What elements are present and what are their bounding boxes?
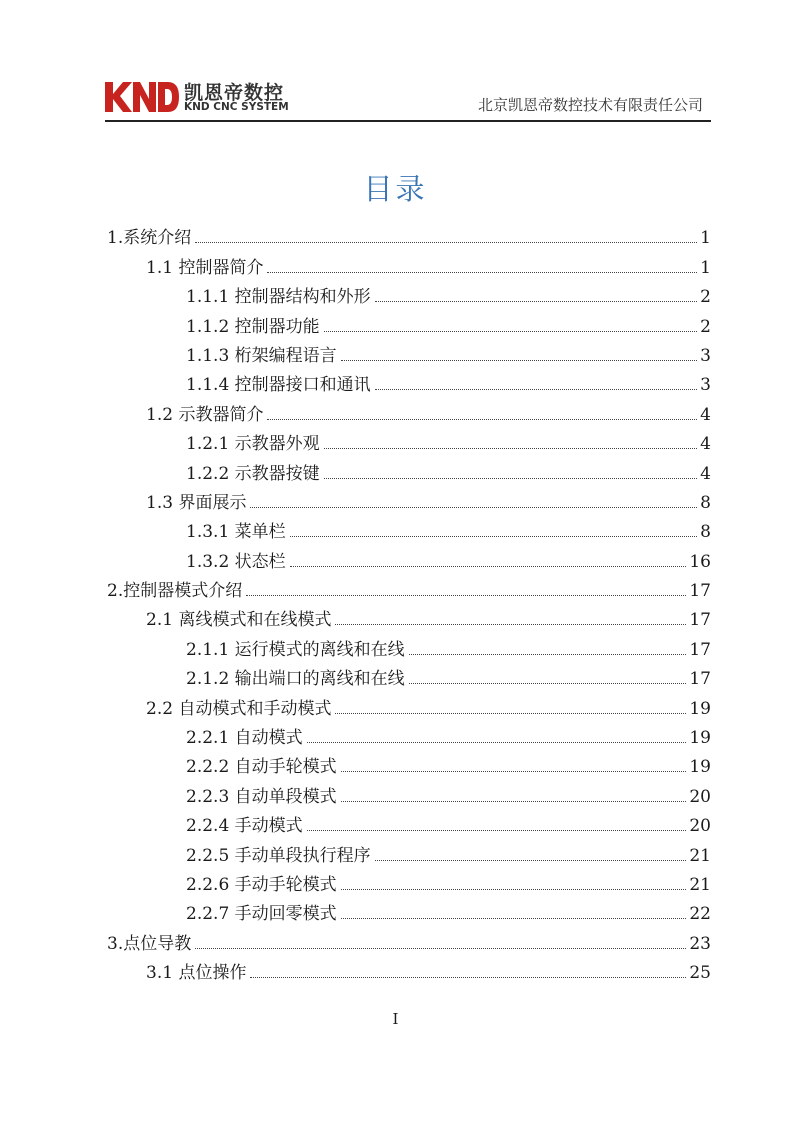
toc-entry[interactable] — [0, 689, 711, 718]
toc-entry-page: 17 — [689, 669, 711, 690]
toc-entry-label: 1.3.2 状态栏 — [186, 551, 286, 572]
page-header — [105, 76, 711, 122]
toc-dot-leader — [324, 477, 698, 479]
toc-dot-leader — [290, 535, 698, 537]
toc-entry-label: 1.系统介绍 — [107, 228, 192, 249]
toc-entry[interactable] — [0, 866, 711, 895]
toc-entry-label: 2.2.3 自动单段模式 — [186, 786, 337, 807]
toc-entry[interactable] — [0, 513, 711, 542]
toc-dot-leader — [324, 330, 698, 332]
toc-entry-page: 4 — [700, 404, 711, 425]
toc-dot-leader — [341, 888, 687, 890]
page-number: I — [392, 1010, 399, 1028]
toc-entry-page: 19 — [689, 698, 711, 719]
toc-entry-page: 8 — [700, 522, 711, 543]
toc-entry[interactable] — [0, 484, 711, 513]
toc-dot-leader — [341, 800, 687, 802]
toc-entry-label: 2.2.1 自动模式 — [186, 728, 303, 749]
toc-dot-leader — [250, 976, 686, 978]
toc-entry[interactable] — [0, 924, 711, 953]
toc-entry-label: 2.1 离线模式和在线模式 — [146, 610, 332, 631]
toc-entry-label: 1.1.3 桁架编程语言 — [186, 345, 337, 366]
toc-entry-page: 3 — [700, 345, 711, 366]
toc-dot-leader — [409, 653, 687, 655]
toc-entry[interactable] — [0, 278, 711, 307]
toc-entry[interactable] — [0, 307, 711, 336]
toc-entry-label: 1.3.1 菜单栏 — [186, 522, 286, 543]
page-title: 目录 — [363, 172, 428, 206]
toc-entry[interactable] — [0, 572, 711, 601]
toc-entry-page: 17 — [689, 639, 711, 660]
toc-entry-label: 1.2.2 示教器按键 — [186, 463, 320, 484]
toc-entry-page: 2 — [700, 287, 711, 308]
company-name: 北京凯恩帝数控技术有限责任公司 — [477, 96, 703, 114]
toc-entry-label: 1.2.1 示教器外观 — [186, 434, 320, 455]
toc-entry-label: 1.1.1 控制器结构和外形 — [186, 287, 371, 308]
toc-entry-label: 2.1.2 输出端口的离线和在线 — [186, 669, 405, 690]
toc-entry[interactable] — [0, 219, 711, 248]
toc-dot-leader — [250, 506, 697, 508]
toc-entry-label: 2.2.6 手动手轮模式 — [186, 874, 337, 895]
toc-entry-page: 8 — [700, 492, 711, 513]
logo-english-text: KND CNC SYSTEM — [184, 101, 289, 113]
toc-dot-leader — [195, 241, 697, 243]
toc-entry-label: 2.2 自动模式和手动模式 — [146, 698, 332, 719]
toc-dot-leader — [307, 741, 687, 743]
toc-entry[interactable] — [0, 807, 711, 836]
toc-entry-page: 21 — [689, 874, 711, 895]
toc-entry-label: 2.2.2 自动手轮模式 — [186, 757, 337, 778]
toc-entry[interactable] — [0, 395, 711, 424]
toc-entry-page: 17 — [689, 581, 711, 602]
toc-dot-leader — [267, 418, 697, 420]
toc-entry-label: 2.2.4 手动模式 — [186, 816, 303, 837]
toc-entry-page: 25 — [689, 963, 711, 984]
toc-dot-leader — [290, 565, 687, 567]
toc-entry-label: 3.点位导教 — [107, 933, 192, 954]
toc-entry[interactable] — [0, 777, 711, 806]
toc-entry[interactable] — [0, 337, 711, 366]
toc-dot-leader — [341, 770, 687, 772]
toc-entry-page: 20 — [689, 816, 711, 837]
toc-entry-page: 4 — [700, 463, 711, 484]
toc-entry[interactable] — [0, 248, 711, 277]
toc-dot-leader — [246, 594, 686, 596]
toc-entry-label: 1.1 控制器简介 — [146, 257, 264, 278]
toc-entry[interactable] — [0, 630, 711, 659]
knd-logo-mark — [105, 82, 179, 112]
toc-entry-label: 2.1.1 运行模式的离线和在线 — [186, 639, 405, 660]
toc-dot-leader — [195, 947, 686, 949]
toc-dot-leader — [267, 271, 697, 273]
toc-entry[interactable] — [0, 954, 711, 983]
toc-entry[interactable] — [0, 836, 711, 865]
toc-entry-label: 2.2.5 手动单段执行程序 — [186, 845, 371, 866]
toc-entry[interactable] — [0, 895, 711, 924]
toc-entry[interactable] — [0, 454, 711, 483]
toc-dot-leader — [341, 359, 698, 361]
toc-entry-label: 1.3 界面展示 — [146, 492, 247, 513]
toc-dot-leader — [324, 447, 698, 449]
toc-dot-leader — [409, 682, 687, 684]
toc-entry[interactable] — [0, 542, 711, 571]
toc-entry-page: 1 — [700, 228, 711, 249]
toc-entry[interactable] — [0, 366, 711, 395]
toc-entry-page: 23 — [689, 933, 711, 954]
toc-entry[interactable] — [0, 748, 711, 777]
toc-dot-leader — [375, 300, 698, 302]
toc-entry[interactable] — [0, 425, 711, 454]
toc-dot-leader — [375, 859, 687, 861]
toc-entry[interactable] — [0, 660, 711, 689]
toc-dot-leader — [375, 388, 698, 390]
toc-entry-page: 19 — [689, 757, 711, 778]
toc-dot-leader — [341, 917, 687, 919]
toc-entry-page: 21 — [689, 845, 711, 866]
toc-entry-label: 1.1.4 控制器接口和通讯 — [186, 375, 371, 396]
toc-entry-page: 19 — [689, 728, 711, 749]
toc-entry-label: 2.2.7 手动回零模式 — [186, 904, 337, 925]
toc-dot-leader — [335, 712, 686, 714]
toc-entry-page: 17 — [689, 610, 711, 631]
logo-chinese-text: 凯恩帝数控 — [184, 82, 285, 104]
toc-entry[interactable] — [0, 719, 711, 748]
toc-entry-page: 1 — [700, 257, 711, 278]
toc-entry-page: 20 — [689, 786, 711, 807]
toc-entry-label: 1.2 示教器简介 — [146, 404, 264, 425]
toc-entry-page: 3 — [700, 375, 711, 396]
toc-dot-leader — [335, 623, 686, 625]
toc-entry[interactable] — [0, 601, 711, 630]
toc-dot-leader — [307, 829, 687, 831]
table-of-contents — [0, 219, 791, 983]
toc-entry-label: 2.控制器模式介绍 — [107, 581, 243, 602]
toc-entry-page: 22 — [689, 904, 711, 925]
toc-entry-label: 1.1.2 控制器功能 — [186, 316, 320, 337]
toc-entry-page: 2 — [700, 316, 711, 337]
toc-entry-page: 16 — [689, 551, 711, 572]
toc-entry-page: 4 — [700, 434, 711, 455]
toc-entry-label: 3.1 点位操作 — [146, 963, 247, 984]
